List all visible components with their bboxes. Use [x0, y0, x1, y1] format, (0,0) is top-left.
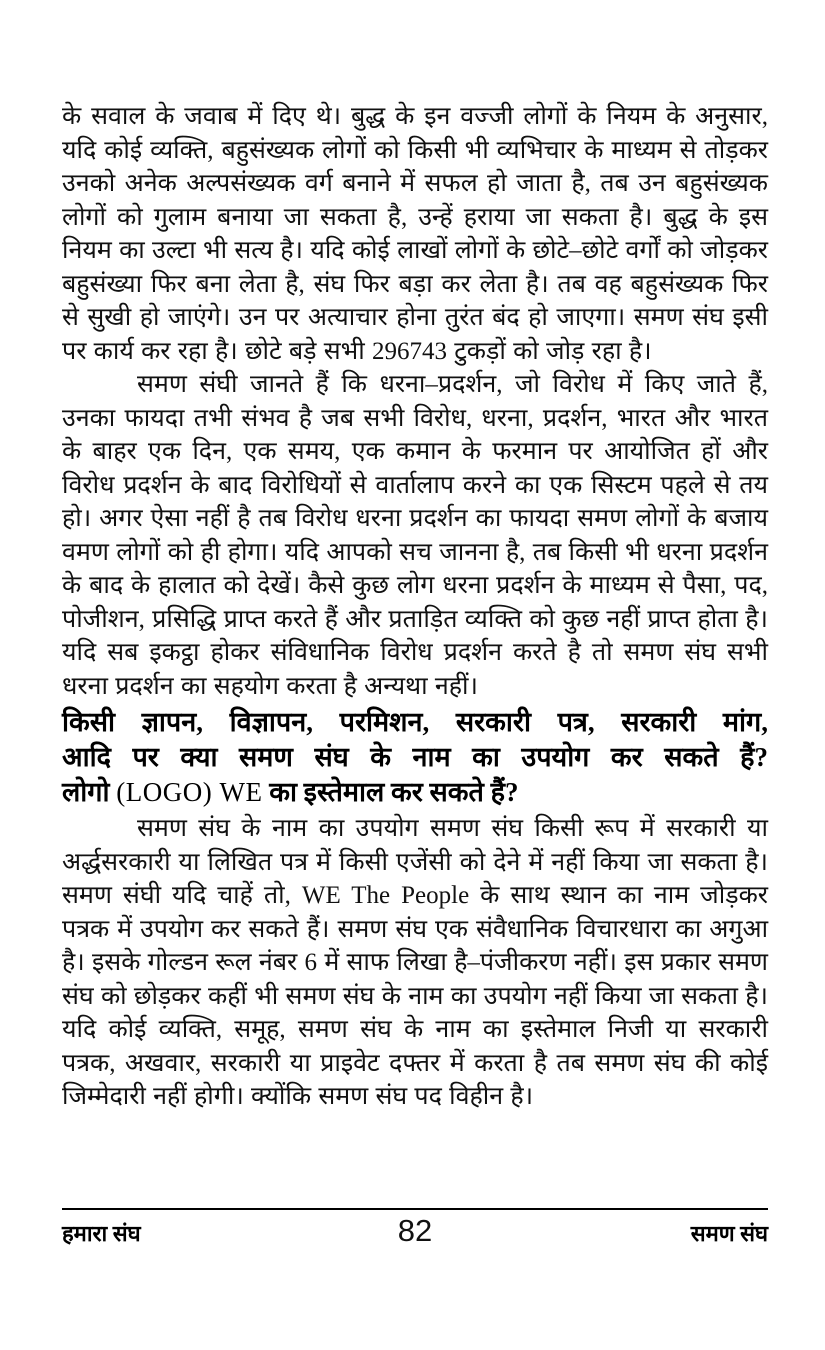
page-number: 82 — [397, 1213, 433, 1248]
page-footer — [62, 1208, 768, 1249]
footer-book-title: हमारा संघ — [62, 1221, 141, 1246]
heading-line-3 — [62, 775, 768, 810]
paragraph-2: समण संघी जानते हैं कि धरना–प्रदर्शन, जो विरोध में किए जाते हैं, उनका फायदा तभी संभव है जब सभी विरोध, धरना, प्रदर्शन, भारत और भारत के बाहर एक दिन, एक समय, एक कमान के फरमान पर आयोजित हों और विरोध प्रदर्शन के बाद विरोधियों से वार्तालाप करने का एक सिस्टम पहले से तय हो। अगर ऐसा नहीं है तब विरोध धरना प्रदर्शन का फायदा समण लोगों के बजाय वमण लोगों को ही होगा। यदि आपको सच जानना है, तब किसी भी धरना प्रदर्शन के बाद के हालात को देखें। कैसे कुछ लोग धरना प्रदर्शन के माध्यम से पैसा, पद, पोजीशन, प्रसिद्धि प्राप्त करते हैं और प्रताड़ित व्यक्ति को कुछ नहीं प्राप्त होता है। यदि सब इकट्ठा होकर संविधानिक विरोध प्रदर्शन करते है तो समण संघ सभी धरना प्रदर्शन का सहयोग करता है अन्यथा नहीं। — [62, 371, 768, 700]
section-heading — [62, 705, 768, 810]
heading-line-3-hindi-suffix: का इस्तेमाल कर सकते हैं? — [262, 777, 519, 807]
paragraph-1: के सवाल के जवाब में दिए थे। बुद्ध के इन वज्जी लोगों के नियम के अनुसार, यदि कोई व्यक्ति, बहुसंख्यक लोगों को किसी भी व्यभिचार के माध्यम से तोड़कर उनको अनेक अल्पसंख्यक वर्ग बनाने में सफल हो जाता है, तब उन बहुसंख्यक लोगों को गुलाम बनाया जा सकता है, उन्हें हराया जा सकता है। बुद्ध के इस नियम का उल्टा भी सत्य है। यदि कोई लाखों लोगों के छोटे–छोटे वर्गों को जोड़कर बहुसंख्या फिर बना लेता है, संघ फिर बड़ा कर लेता है। तब वह बहुसंख्यक फिर से सुखी हो जाएंगे। उन पर अत्याचार होना तुरंत बंद हो जाएगा। समण संघ इसी पर कार्य कर रहा है। छोटे बड़े सभी 296743 टुकड़ों को जोड़ रहा है। — [62, 103, 768, 365]
page-content — [62, 100, 768, 1114]
footer-section-title: समण संघ — [690, 1221, 769, 1246]
paragraph-3: समण संघ के नाम का उपयोग समण संघ किसी रूप में सरकारी या अर्द्धसरकारी या लिखित पत्र में किसी एजेंसी को देने में नहीं किया जा सकता है। समण संघी यदि चाहें तो, WE The People के साथ स्थान का नाम जोड़कर पत्रक में उपयोग कर सकते हैं। समण संघ एक संवैधानिक विचारधारा का अगुआ है। इसके गोल्डन रूल नंबर 6 में साफ लिखा है–पंजीकरण नहीं। इस प्रकार समण संघ को छोड़कर कहीं भी समण संघ के नाम का उपयोग नहीं किया जा सकता है। यदि कोई व्यक्ति, समूह, समण संघ के नाम का इस्तेमाल निजी या सरकारी पत्रक, अखवार, सरकारी या प्राइवेट दफ्तर में करता है तब समण संघ की कोई जिम्मेदारी नहीं होगी। क्योंकि समण संघ पद विहीन है। — [62, 815, 768, 1110]
heading-line-2: आदि पर क्या समण संघ के नाम का उपयोग कर सकते हैं? — [62, 742, 768, 772]
heading-line-3-latin: (LOGO) WE — [116, 777, 263, 807]
heading-line-1: किसी ज्ञापन, विज्ञापन, परमिशन, सरकारी पत्र, सरकारी मांग, — [62, 707, 768, 737]
heading-line-3-hindi-prefix: लोगो — [62, 777, 117, 807]
